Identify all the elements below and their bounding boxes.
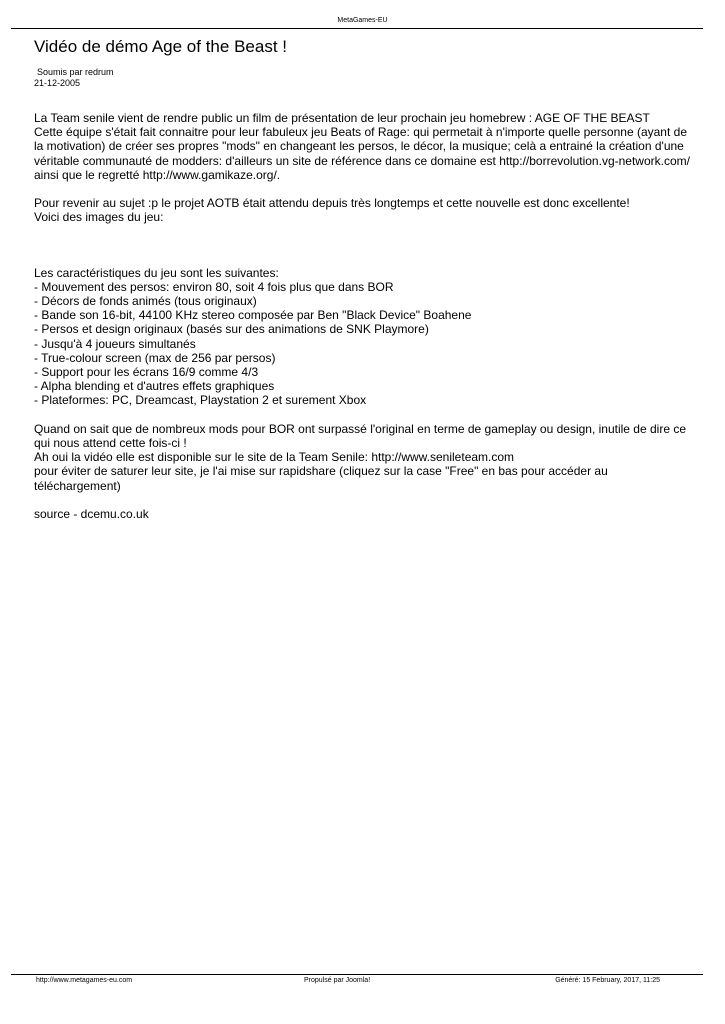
page-footer [36,976,660,986]
feature-list [34,280,694,408]
feature-item: - Décors de fonds animés (tous originaux) [34,294,257,309]
closing-paragraph [34,422,694,493]
feature-item: - Plateformes: PC, Dreamcast, Playstation 2 et surement Xbox [34,393,367,408]
feature-item: - Jusqu'à 4 joueurs simultanés [34,336,196,351]
feature-item: - Support pour les écrans 16/9 comme 4/3 [34,365,259,380]
closing-line: Ah oui la vidéo elle est disponible sur le site de la Team Senile: http://www.senileteam.com [34,450,515,465]
article-source: source - dcemu.co.uk [34,507,149,522]
feature-item: - Bande son 16-bit, 44100 KHz stereo composée par Ben "Black Device" Boahene [34,308,472,323]
article-title: Vidéo de démo Age of the Beast ! [34,37,287,56]
feature-item: - Mouvement des persos: environ 80, soit 4 fois plus que dans BOR [34,279,394,294]
intro-line: Cette équipe s'était fait connaitre pour leur fabuleux jeu Beats of Rage: qui permetait à n'importe quelle personne (ayant de la motivation) de créer ses propres "mods" en changeant les persos, le décor, la musique; celà a entrainé la création d'une véritable communauté de modders: d'ailleurs un site de référence dans ce domaine est http://borrevolution.vg-network.com/ ainsi que le regretté http://www.gamikaze.org/. [34,125,690,182]
project-line: Pour revenir au sujet :p le projet AOTB était attendu depuis très longtemps et cette nouvelle est donc excellente! [34,196,630,211]
closing-line: Quand on sait que de nombreux mods pour BOR ont surpassé l'original en terme de gameplay ou design, inutile de dire ce qui nous attend cette fois-ci ! [34,421,687,451]
features-intro: Les caractéristiques du jeu sont les suivantes: [34,265,279,280]
article-author: Soumis par redrum [37,67,114,77]
project-line: Voici des images du jeu: [34,210,164,225]
feature-item: - Alpha blending et d'autres effets graphiques [34,379,275,394]
article-body [34,111,694,521]
header-divider [11,28,703,29]
article-meta [34,67,114,89]
footer-generated: Généré: 15 February, 2017, 11:25 [555,977,660,984]
feature-item: - Persos et design originaux (basés sur des animations de SNK Playmore) [34,322,429,337]
intro-paragraph [34,111,694,182]
footer-divider [11,974,703,975]
project-paragraph [34,196,694,224]
intro-line: La Team senile vient de rendre public un film de présentation de leur prochain jeu homebrew : AGE OF THE BEAST [34,111,650,125]
footer-url: http://www.metagames-eu.com [36,977,133,984]
closing-line: pour éviter de saturer leur site, je l'ai mise sur rapidshare (cliquez sur la case "Free" en bas pour accéder au téléchargement) [34,464,608,493]
footer-powered-by: Propulsé par Joomla! [304,977,371,984]
site-header: MetaGames-EU [337,17,388,24]
article-date: 21-12-2005 [34,78,81,88]
feature-item: - True-colour screen (max de 256 par persos) [34,350,276,365]
